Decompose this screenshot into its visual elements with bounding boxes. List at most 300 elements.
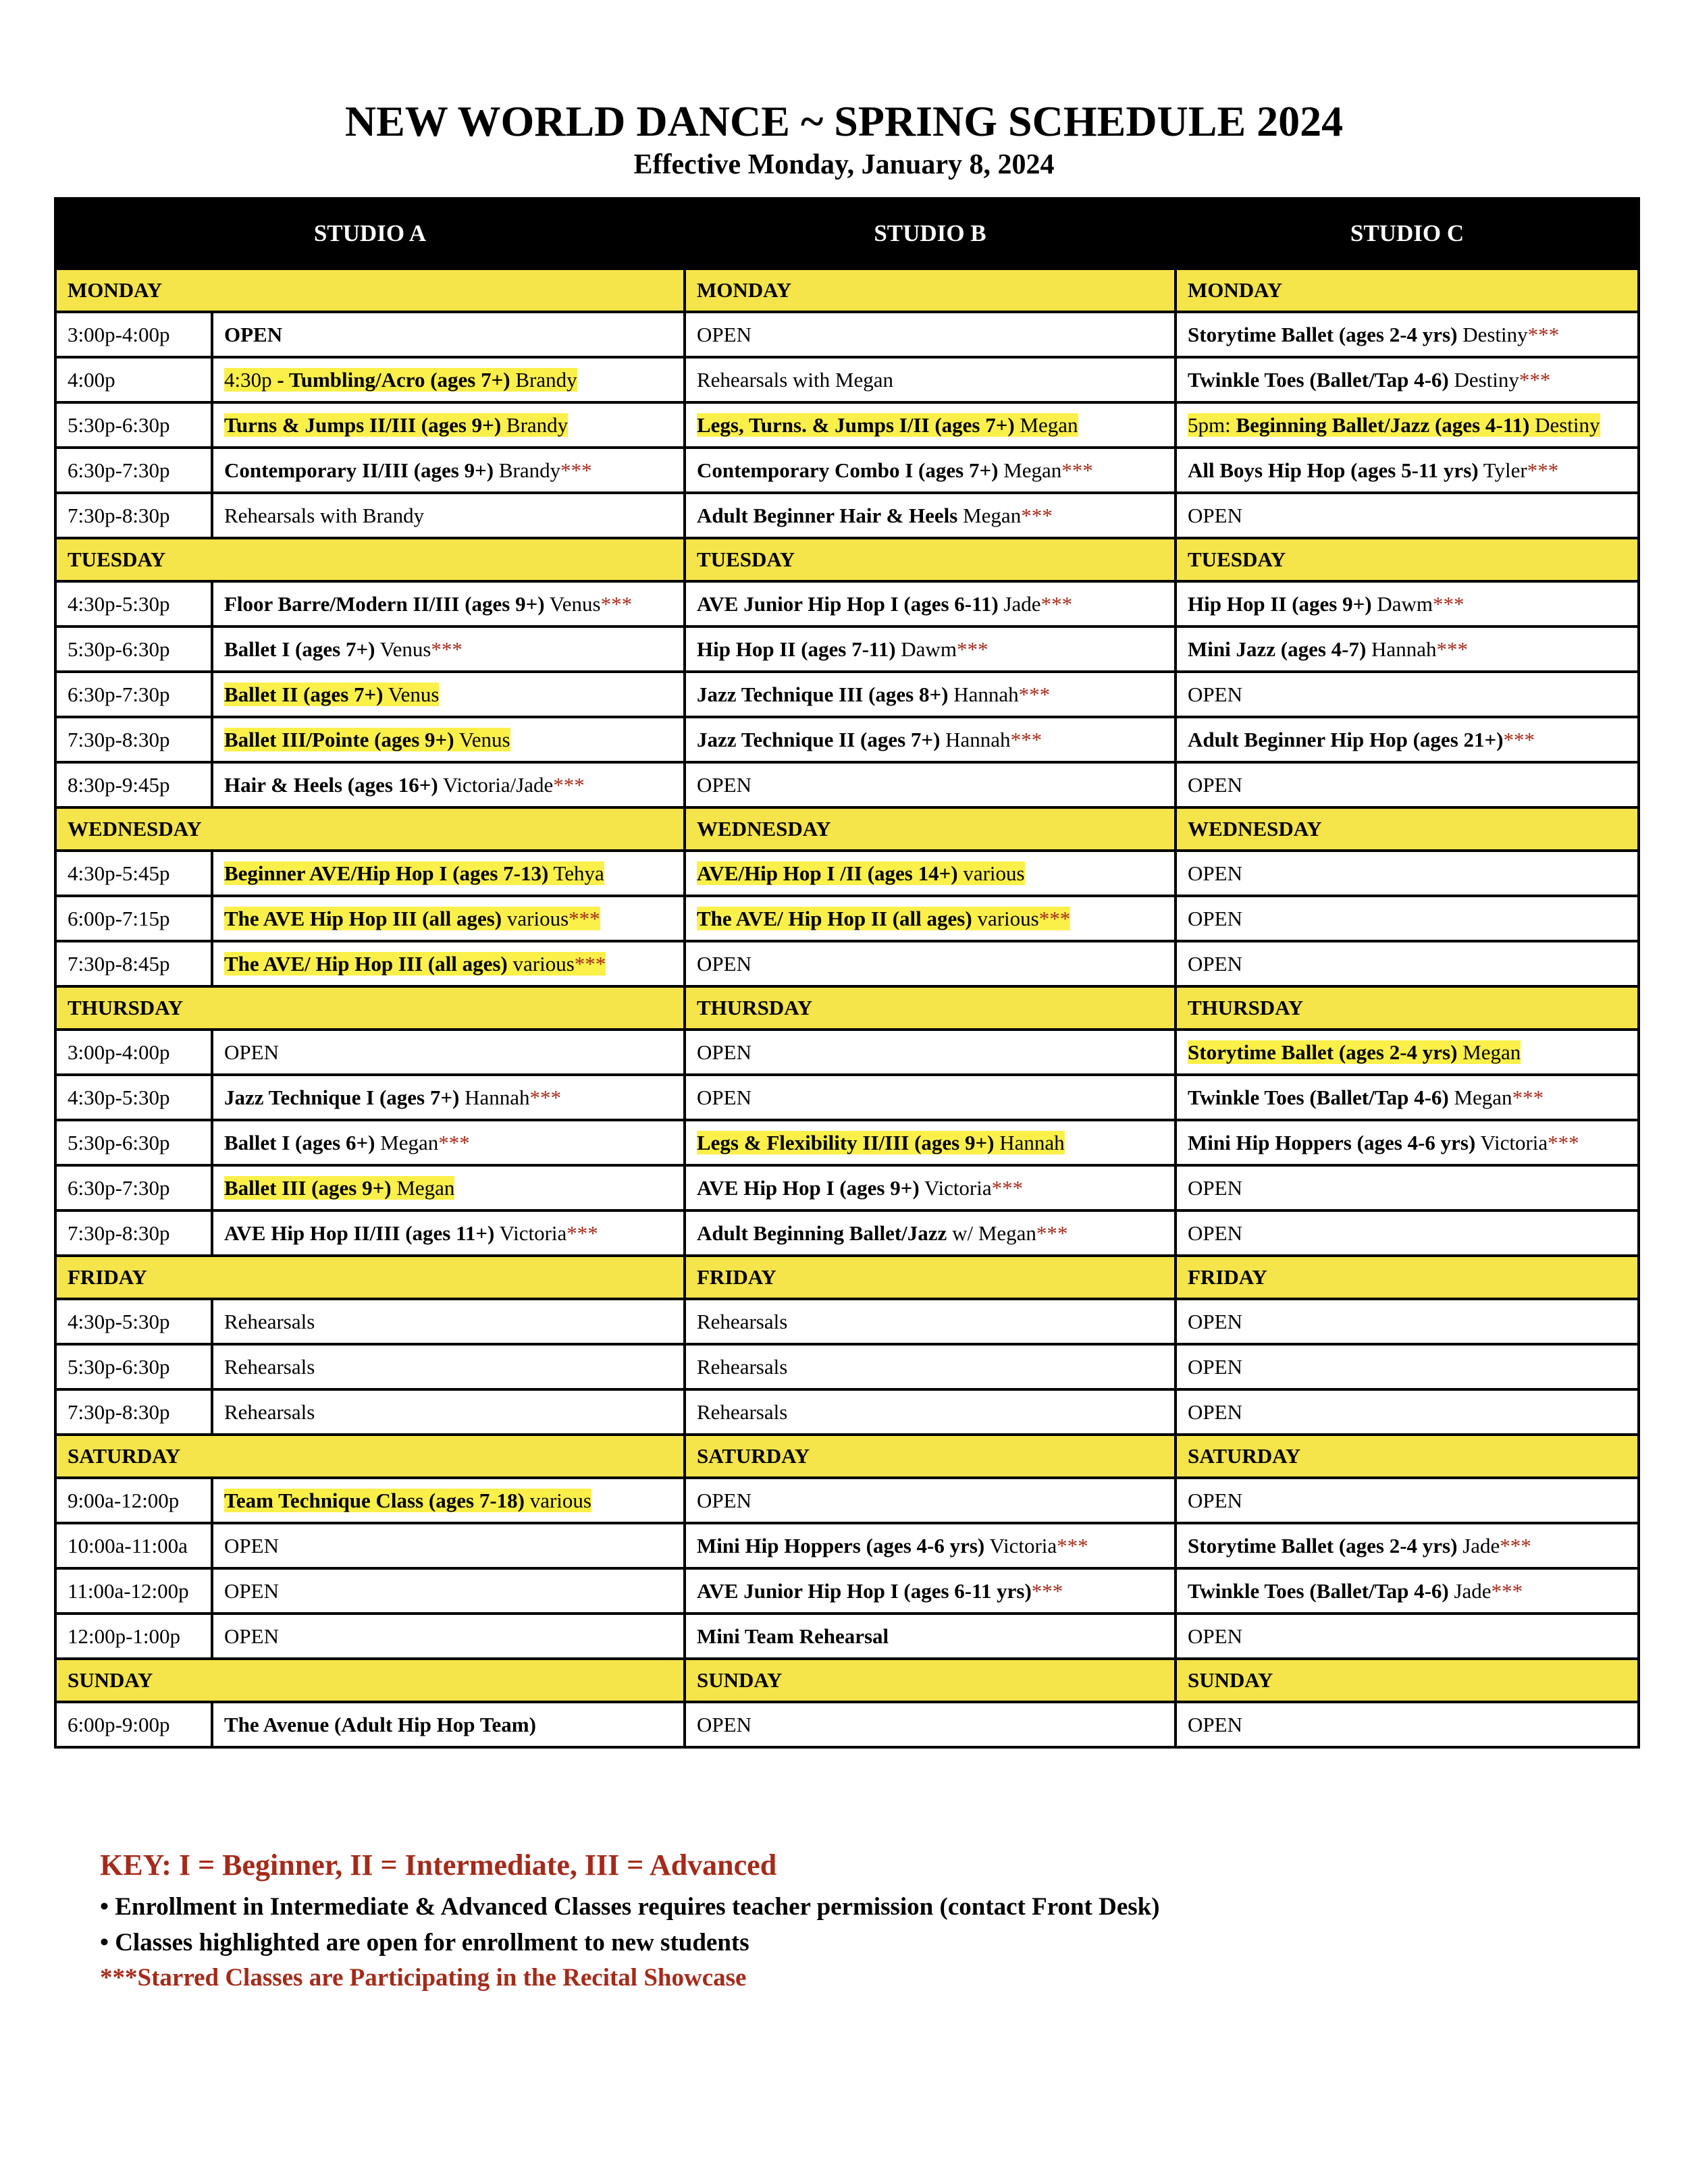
class-entry	[697, 592, 1072, 616]
recital-star: ***	[1018, 682, 1051, 706]
schedule-row	[55, 1523, 1639, 1568]
class-start-time: 4:30p	[224, 367, 278, 392]
class-name: Hair & Heels (ages 16+)	[224, 772, 438, 797]
class-cell	[1176, 1568, 1639, 1614]
instructor-or-status: Rehearsals	[224, 1400, 315, 1424]
class-cell	[685, 1389, 1176, 1435]
class-cell	[685, 402, 1176, 448]
instructor-or-status: OPEN	[697, 951, 751, 976]
class-cell	[212, 1299, 685, 1344]
class-cell	[212, 717, 685, 762]
day-label-studio-c: WEDNESDAY	[1176, 807, 1639, 851]
class-name: Hip Hop II (ages 7-11)	[697, 637, 896, 661]
class-entry	[1188, 683, 1242, 706]
schedule-row	[55, 493, 1639, 538]
recital-star: ***	[991, 1175, 1024, 1200]
instructor-or-status: OPEN	[1188, 1175, 1242, 1200]
class-cell	[1176, 1702, 1639, 1747]
day-label-studio-b: FRIDAY	[685, 1256, 1176, 1299]
class-cell	[685, 448, 1176, 493]
recital-star: ***	[1500, 1533, 1531, 1557]
class-entry	[1188, 323, 1559, 346]
instructor-or-status: Dawm	[1371, 591, 1433, 616]
class-name: Legs & Flexibility II/III (ages 9+)	[697, 1130, 995, 1154]
class-cell	[685, 312, 1176, 357]
class-entry	[697, 1489, 751, 1512]
class-entry	[224, 728, 510, 751]
class-cell	[212, 941, 685, 986]
time-cell: 6:30p-7:30p	[55, 672, 212, 717]
class-entry	[697, 1579, 1063, 1603]
legend-key: KEY: I = Beginner, II = Intermediate, III = Advanced	[100, 1848, 777, 1882]
instructor-or-status: Destiny	[1529, 412, 1600, 437]
class-cell	[212, 1344, 685, 1389]
recital-star: ***	[1519, 367, 1551, 392]
schedule-row	[55, 1165, 1639, 1210]
class-name: The AVE/ Hip Hop II (all ages)	[697, 906, 972, 930]
instructor-or-status: OPEN	[1188, 1221, 1242, 1245]
instructor-or-status: Destiny	[1457, 322, 1528, 346]
class-entry	[1188, 1310, 1242, 1333]
class-entry	[1188, 952, 1242, 976]
class-name: All Boys Hip Hop (ages 5-11 yrs)	[1188, 458, 1479, 482]
class-entry	[697, 773, 751, 797]
class-cell	[685, 941, 1176, 986]
instructor-or-status: Brandy	[501, 412, 569, 437]
instructor-or-status: OPEN	[697, 1085, 751, 1109]
time-cell: 9:00a-12:00p	[55, 1478, 212, 1523]
instructor-or-status: Victoria	[984, 1533, 1057, 1557]
class-name: Contemporary Combo I (ages 7+)	[697, 458, 999, 482]
class-name: Mini Hip Hoppers (ages 4-6 yrs)	[697, 1533, 985, 1557]
time-cell: 3:00p-4:00p	[55, 1030, 212, 1075]
class-name: Twinkle Toes (Ballet/Tap 4-6)	[1188, 1578, 1449, 1603]
class-cell	[1176, 1523, 1639, 1568]
class-cell	[1176, 448, 1639, 493]
class-cell	[212, 1120, 685, 1165]
instructor-or-status: Victoria	[494, 1221, 567, 1245]
class-name: Storytime Ballet (ages 2-4 yrs)	[1188, 322, 1458, 346]
class-cell	[212, 493, 685, 538]
instructor-or-status: Victoria/Jade	[438, 772, 554, 797]
time-cell: 6:30p-7:30p	[55, 448, 212, 493]
time-cell: 7:30p-8:30p	[55, 1210, 212, 1256]
class-entry	[1188, 592, 1465, 616]
class-entry	[224, 368, 577, 392]
page-subtitle: Effective Monday, January 8, 2024	[633, 149, 1055, 180]
instructor-or-status: OPEN	[1188, 906, 1242, 930]
day-label-studio-a: MONDAY	[55, 269, 685, 312]
class-entry	[697, 1624, 889, 1648]
class-entry	[697, 413, 1078, 437]
class-entry	[224, 637, 463, 661]
schedule-body	[55, 269, 1639, 1747]
class-cell	[685, 1165, 1176, 1210]
class-cell	[212, 896, 685, 941]
instructor-or-status: various	[957, 861, 1025, 885]
recital-star: ***	[1036, 1221, 1068, 1245]
time-cell: 4:30p-5:30p	[55, 581, 212, 627]
recital-star: ***	[1548, 1130, 1579, 1154]
time-cell: 4:30p-5:45p	[55, 851, 212, 896]
recital-star: ***	[1057, 1533, 1088, 1557]
day-header-sunday	[55, 1659, 1639, 1702]
class-entry	[224, 1086, 561, 1109]
studio-b-header: STUDIO B	[685, 198, 1176, 269]
instructor-or-status: Hannah	[994, 1130, 1065, 1154]
time-cell: 4:30p-5:30p	[55, 1075, 212, 1120]
schedule-row	[55, 941, 1639, 986]
day-label-studio-a: SATURDAY	[55, 1435, 685, 1478]
instructor-or-status: Jade	[1448, 1578, 1492, 1603]
class-entry	[697, 504, 1053, 527]
schedule-row	[55, 851, 1639, 896]
instructor-or-status: Megan	[957, 503, 1022, 527]
class-name: Storytime Ballet (ages 2-4 yrs)	[1188, 1533, 1458, 1557]
schedule-row	[55, 672, 1639, 717]
class-cell	[212, 357, 685, 402]
class-name: AVE Hip Hop II/III (ages 11+)	[224, 1221, 495, 1245]
schedule-row	[55, 1075, 1639, 1120]
instructor-or-status: OPEN	[1188, 682, 1242, 706]
instructor-or-status: OPEN	[1188, 1712, 1242, 1736]
class-name: AVE Junior Hip Hop I (ages 6-11)	[697, 591, 999, 616]
recital-star: ***	[1021, 503, 1053, 527]
class-entry	[1188, 1086, 1544, 1109]
class-entry	[1188, 907, 1242, 930]
class-cell	[1176, 1614, 1639, 1659]
instructor-or-status: Rehearsals	[224, 1309, 315, 1333]
time-cell: 6:00p-9:00p	[55, 1702, 212, 1747]
instructor-or-status: OPEN	[697, 1488, 751, 1512]
instructor-or-status: Megan	[1014, 412, 1078, 437]
instructor-or-status: OPEN	[1188, 1624, 1242, 1648]
recital-star: ***	[1040, 591, 1073, 616]
time-cell: 6:30p-7:30p	[55, 1165, 212, 1210]
class-cell	[1176, 493, 1639, 538]
class-name: OPEN	[224, 322, 283, 346]
class-entry	[1188, 1534, 1531, 1557]
class-name: Mini Team Rehearsal	[697, 1624, 889, 1648]
class-name: Jazz Technique I (ages 7+)	[224, 1085, 460, 1109]
class-name: Twinkle Toes (Ballet/Tap 4-6)	[1188, 367, 1449, 392]
class-entry	[1188, 1489, 1242, 1512]
class-cell	[685, 493, 1176, 538]
recital-star: ***	[431, 637, 463, 661]
class-cell	[1176, 1299, 1639, 1344]
class-cell	[685, 1299, 1176, 1344]
studio-header-row	[55, 198, 1639, 269]
day-label-studio-a: WEDNESDAY	[55, 807, 685, 851]
day-header-friday	[55, 1256, 1639, 1299]
class-entry	[224, 683, 439, 706]
class-entry	[697, 1355, 787, 1379]
class-entry	[224, 952, 606, 976]
recital-star: ***	[574, 951, 606, 976]
class-entry	[697, 1131, 1065, 1154]
instructor-or-status: Brandy	[510, 367, 577, 392]
instructor-or-status: Rehearsals	[697, 1400, 788, 1424]
day-label-studio-c: FRIDAY	[1176, 1256, 1639, 1299]
class-name: The AVE Hip Hop III (all ages)	[224, 906, 502, 930]
class-cell	[685, 581, 1176, 627]
class-name: Beginning Ballet/Jazz (ages 4-11)	[1236, 412, 1530, 437]
class-cell	[685, 762, 1176, 807]
class-entry	[1188, 1400, 1242, 1424]
class-entry	[1188, 1579, 1523, 1603]
schedule-row	[55, 448, 1639, 493]
class-cell	[685, 717, 1176, 762]
class-cell	[1176, 1030, 1639, 1075]
schedule-row	[55, 1344, 1639, 1389]
schedule-row	[55, 717, 1639, 762]
recital-star: ***	[1061, 458, 1093, 482]
class-name: Mini Hip Hoppers (ages 4-6 yrs)	[1188, 1130, 1476, 1154]
class-entry	[1188, 728, 1535, 751]
instructor-or-status: OPEN	[697, 1040, 751, 1064]
class-entry	[1188, 504, 1242, 527]
schedule-row	[55, 1568, 1639, 1614]
instructor-or-status: OPEN	[224, 1578, 279, 1603]
recital-star: ***	[600, 591, 633, 616]
class-name: Adult Beginner Hip Hop (ages 21+)	[1188, 727, 1504, 751]
recital-star: ***	[1010, 727, 1043, 751]
class-cell	[212, 672, 685, 717]
class-cell	[1176, 1075, 1639, 1120]
schedule-row	[55, 1299, 1639, 1344]
class-entry	[1188, 637, 1468, 661]
recital-star: ***	[1038, 906, 1071, 930]
class-entry	[224, 773, 585, 797]
day-label-studio-b: TUESDAY	[685, 538, 1176, 581]
class-cell	[212, 402, 685, 448]
class-name: - Tumbling/Acro (ages 7+)	[277, 367, 510, 392]
day-label-studio-c: SUNDAY	[1176, 1659, 1639, 1702]
schedule-row	[55, 312, 1639, 357]
day-label-studio-b: WEDNESDAY	[685, 807, 1176, 851]
schedule-row	[55, 1120, 1639, 1165]
instructor-or-status: OPEN	[697, 1712, 751, 1736]
class-name: Jazz Technique III (ages 8+)	[697, 682, 949, 706]
instructor-or-status: OPEN	[224, 1624, 279, 1648]
day-label-studio-b: SATURDAY	[685, 1435, 1176, 1478]
day-header-saturday	[55, 1435, 1639, 1478]
instructor-or-status: Jade	[998, 591, 1041, 616]
day-label-studio-a: TUESDAY	[55, 538, 685, 581]
recital-star: ***	[560, 458, 592, 482]
recital-star: ***	[1491, 1578, 1523, 1603]
class-cell	[1176, 717, 1639, 762]
class-entry	[1188, 413, 1600, 437]
day-label-studio-c: SATURDAY	[1176, 1435, 1639, 1478]
class-entry	[224, 1131, 470, 1154]
class-name: Mini Jazz (ages 4-7)	[1188, 637, 1367, 661]
class-name: Floor Barre/Modern II/III (ages 9+)	[224, 591, 545, 616]
instructor-or-status: OPEN	[1188, 861, 1242, 885]
class-name: Contemporary II/III (ages 9+)	[224, 458, 494, 482]
class-entry	[1188, 368, 1550, 392]
class-cell	[212, 851, 685, 896]
class-name: Turns & Jumps II/III (ages 9+)	[224, 412, 502, 437]
schedule-row	[55, 1389, 1639, 1435]
class-name: Hip Hop II (ages 9+)	[1188, 591, 1372, 616]
class-name: Adult Beginning Ballet/Jazz	[697, 1221, 947, 1245]
recital-star: ***	[438, 1130, 470, 1154]
class-name: Ballet I (ages 6+)	[224, 1130, 375, 1154]
instructor-or-status: Jade	[1457, 1533, 1500, 1557]
class-cell	[212, 1614, 685, 1659]
highlight-note: • Classes highlighted are open for enrollment to new students	[100, 1929, 749, 1956]
class-entry	[1188, 1176, 1242, 1200]
instructor-or-status: Victoria	[919, 1175, 992, 1200]
class-name: AVE Junior Hip Hop I (ages 6-11 yrs)	[697, 1578, 1032, 1603]
class-cell	[212, 1030, 685, 1075]
class-entry	[224, 1713, 536, 1736]
schedule-row	[55, 581, 1639, 627]
instructor-or-status: Rehearsals	[224, 1354, 315, 1379]
class-cell	[212, 1075, 685, 1120]
class-cell	[1176, 1210, 1639, 1256]
class-cell	[685, 1120, 1176, 1165]
class-entry	[697, 1086, 751, 1109]
instructor-or-status: Hannah	[1366, 637, 1437, 661]
recital-star: ***	[1527, 322, 1560, 346]
class-cell	[1176, 1165, 1639, 1210]
schedule-row	[55, 627, 1639, 672]
schedule-row	[55, 1702, 1639, 1747]
class-cell	[1176, 762, 1639, 807]
time-cell: 11:00a-12:00p	[55, 1568, 212, 1614]
instructor-or-status: Megan	[998, 458, 1062, 482]
class-entry	[1188, 1040, 1521, 1064]
instructor-or-status: OPEN	[1188, 1488, 1242, 1512]
instructor-or-status: OPEN	[1188, 1400, 1242, 1424]
class-entry	[224, 1355, 315, 1379]
class-entry	[224, 1310, 315, 1333]
class-entry	[224, 1579, 279, 1603]
enrollment-note: • Enrollment in Intermediate & Advanced Classes requires teacher permission (contact Front Desk)	[100, 1893, 1160, 1921]
class-cell	[1176, 672, 1639, 717]
class-cell	[685, 896, 1176, 941]
class-cell	[212, 1523, 685, 1568]
class-entry	[224, 413, 568, 437]
class-cell	[1176, 941, 1639, 986]
class-name: Jazz Technique II (ages 7+)	[697, 727, 941, 751]
class-cell	[1176, 1389, 1639, 1435]
class-cell	[1176, 1344, 1639, 1389]
class-entry	[224, 458, 592, 482]
class-start-time: 5pm:	[1188, 412, 1236, 437]
class-entry	[1188, 1624, 1242, 1648]
class-entry	[697, 1221, 1067, 1245]
class-name: The Avenue (Adult Hip Hop Team)	[224, 1712, 536, 1736]
class-cell	[212, 581, 685, 627]
recital-star: ***	[1527, 458, 1559, 482]
class-cell	[212, 1568, 685, 1614]
class-cell	[685, 1702, 1176, 1747]
class-name: Ballet III (ages 9+)	[224, 1175, 392, 1200]
time-cell: 7:30p-8:30p	[55, 717, 212, 762]
instructor-or-status: Tyler	[1478, 458, 1527, 482]
class-cell	[685, 1523, 1176, 1568]
time-cell: 5:30p-6:30p	[55, 402, 212, 448]
class-cell	[1176, 402, 1639, 448]
class-name: Ballet I (ages 7+)	[224, 637, 375, 661]
time-cell: 5:30p-6:30p	[55, 1344, 212, 1389]
day-label-studio-c: THURSDAY	[1176, 986, 1639, 1030]
class-entry	[697, 1534, 1088, 1557]
class-entry	[697, 907, 1070, 930]
class-cell	[1176, 312, 1639, 357]
class-cell	[685, 1030, 1176, 1075]
class-cell	[1176, 1120, 1639, 1165]
class-entry	[697, 637, 988, 661]
recital-star: ***	[553, 772, 585, 797]
instructor-or-status: OPEN	[697, 772, 751, 797]
recital-star: ***	[956, 637, 988, 661]
time-cell: 10:00a-11:00a	[55, 1523, 212, 1568]
class-cell	[212, 1389, 685, 1435]
class-entry	[697, 683, 1050, 706]
recital-star: ***	[1031, 1578, 1063, 1603]
studio-c-header: STUDIO C	[1176, 198, 1639, 269]
class-cell	[1176, 627, 1639, 672]
instructor-or-status: Rehearsals with Brandy	[224, 503, 425, 527]
time-cell: 12:00p-1:00p	[55, 1614, 212, 1659]
time-cell: 5:30p-6:30p	[55, 1120, 212, 1165]
class-cell	[1176, 896, 1639, 941]
class-cell	[685, 1478, 1176, 1523]
class-name: The AVE/ Hip Hop III (all ages)	[224, 951, 508, 976]
instructor-or-status: OPEN	[697, 322, 751, 346]
recital-star: ***	[1436, 637, 1468, 661]
class-cell	[212, 762, 685, 807]
class-cell	[1176, 851, 1639, 896]
instructor-or-status: Venus	[375, 637, 431, 661]
instructor-or-status: Rehearsals	[697, 1354, 788, 1379]
time-cell: 8:30p-9:45p	[55, 762, 212, 807]
schedule-row	[55, 402, 1639, 448]
recital-star: ***	[1433, 591, 1465, 616]
instructor-or-status: OPEN	[224, 1533, 279, 1557]
class-cell	[1176, 357, 1639, 402]
instructor-or-status: various	[524, 1488, 591, 1512]
instructor-or-status: Tehya	[548, 861, 604, 885]
class-cell	[685, 1568, 1176, 1614]
instructor-or-status: Dawm	[895, 637, 957, 661]
class-cell	[685, 1075, 1176, 1120]
day-header-monday	[55, 269, 1639, 312]
instructor-or-status: various	[502, 906, 569, 930]
time-cell: 7:30p-8:30p	[55, 493, 212, 538]
instructor-or-status: OPEN	[1188, 951, 1242, 976]
schedule-row	[55, 1210, 1639, 1256]
class-name: Storytime Ballet (ages 2-4 yrs)	[1188, 1040, 1458, 1064]
class-entry	[697, 728, 1042, 751]
day-label-studio-a: THURSDAY	[55, 986, 685, 1030]
instructor-or-status: OPEN	[1188, 772, 1242, 797]
class-cell	[212, 627, 685, 672]
class-name: AVE Hip Hop I (ages 9+)	[697, 1175, 920, 1200]
class-entry	[697, 1400, 787, 1424]
schedule-row	[55, 762, 1639, 807]
class-entry	[1188, 1221, 1242, 1245]
class-name: AVE/Hip Hop I /II (ages 14+)	[697, 861, 958, 885]
class-entry	[1188, 458, 1558, 482]
time-cell: 3:00p-4:00p	[55, 312, 212, 357]
class-name: Twinkle Toes (Ballet/Tap 4-6)	[1188, 1085, 1449, 1109]
class-entry	[697, 861, 1025, 885]
